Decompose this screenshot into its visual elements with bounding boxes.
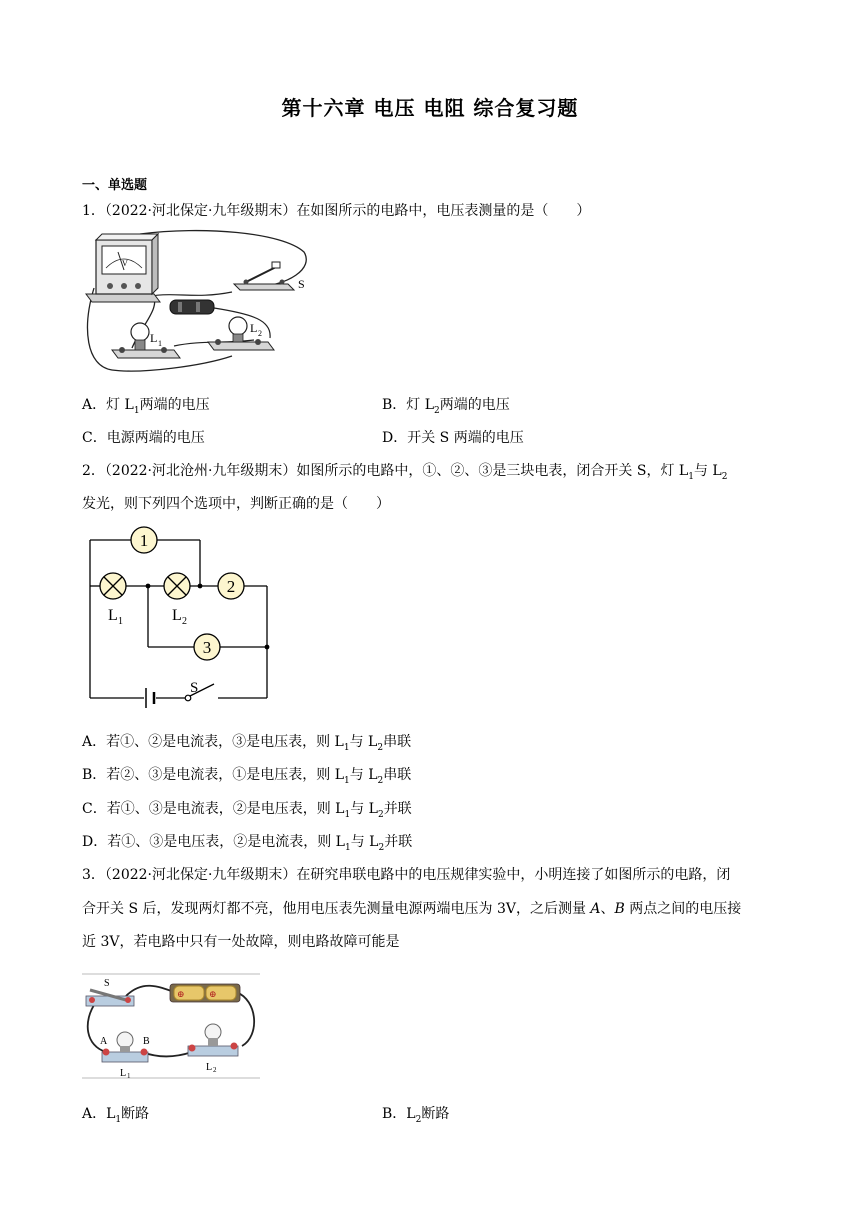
option-text: A．L [82,1106,116,1122]
option-text: C．电源两端的电压 [82,430,205,446]
switch-label: S [104,978,110,989]
option-subscript: 2 [377,775,384,786]
question-3-stem-line1: 3．（2022·河北保定·九年级期末）在研究串联电路中的电压规律实验中，小明连接了如图所示的电路，闭 [82,867,731,883]
question-1-stem: 1．（2022·河北保定·九年级期末）在如图所示的电路中，电压表测量的是（ ） [82,203,591,219]
knife-switch [86,978,134,1006]
switch-label: S [190,680,199,696]
option-text: 与 L [349,767,378,783]
lamp1-label: L [120,1068,127,1079]
option-subscript: 1 [133,405,140,416]
stem-text: 、 [600,901,615,917]
battery-holder [170,984,240,1002]
meter-2 [218,573,244,599]
q2-option-c[interactable] [82,800,412,824]
option-subscript: 1 [344,775,350,786]
stem-subscript: 1 [688,471,694,482]
lamp2-label: L [250,321,258,335]
stem-text: 两点之间的电压接 [624,901,742,917]
option-text: A．若①、②是电流表，③是电压表，则 L [82,734,344,750]
lamp2-label: L [172,607,182,624]
option-text: 并联 [384,834,413,850]
voltmeter [86,234,160,302]
option-subscript: 2 [377,809,384,820]
q2-option-d[interactable] [82,833,412,857]
lamp-l2 [188,1024,238,1074]
lamp2-subscript: 2 [182,616,187,627]
option-subscript: 2 [377,742,384,753]
section-heading: 一、单选题 [82,178,148,193]
switch-label: S [298,277,305,291]
q3-option-a[interactable] [82,1105,149,1129]
option-subscript: 1 [344,842,351,853]
lamp-l1 [100,573,126,627]
stem-text: 合开关 S 后，发现两灯都不亮，他用电压表先测量电源两端电压为 3V，之后测量 [82,901,591,917]
option-text: B．L [382,1106,416,1122]
battery-pack [170,300,214,314]
voltmeter-mark: V [122,259,128,268]
option-text: D．开关 S 两端的电压 [382,430,524,446]
option-text: 与 L [349,734,378,750]
q1-option-d[interactable] [382,429,524,447]
q1-option-b[interactable] [382,396,510,420]
stem-subscript: 2 [721,471,728,482]
option-text: 并联 [383,801,412,817]
question-2-figure [82,526,282,720]
q3-option-b[interactable] [382,1105,449,1129]
option-subscript: 1 [115,1114,122,1125]
q1-option-a[interactable] [82,396,210,420]
question-3-stem-line2 [82,900,741,918]
question-3-stem-line3: 近 3V，若电路中只有一处故障，则电路故障可能是 [82,934,400,950]
option-text: 两端的电压 [439,397,510,413]
battery-2-plus: ⊕ [209,989,217,999]
question-3-figure [82,966,260,1086]
option-text: 与 L [350,801,378,817]
option-text: 与 L [350,834,379,850]
lamp-l2 [164,573,190,627]
option-subscript: 1 [344,809,351,820]
option-text: 两端的电压 [139,397,210,413]
option-subscript: 1 [343,742,350,753]
option-text: A．灯 L [82,397,134,413]
lamp2-subscript: 2 [213,1066,217,1074]
lamp1-subscript: 1 [158,339,162,348]
point-b-marker: B [143,1036,150,1047]
lamp1-subscript: 1 [118,616,123,627]
lamp-l1 [100,1032,150,1080]
question-2-stem-line2: 发光，则下列四个选项中，判断正确的是（ ） [82,496,390,512]
stem-text: 与 L [693,463,722,479]
option-text: 断路 [421,1106,450,1122]
battery-1-plus: ⊕ [177,989,185,999]
option-text: 串联 [383,734,412,750]
meter-2-label: 2 [226,577,236,596]
q1-option-c[interactable] [82,429,205,447]
lamp1-label: L [108,607,118,624]
option-text: 串联 [383,767,412,783]
page-title: 第十六章 电压 电阻 综合复习题 [281,96,579,120]
q2-option-b[interactable] [82,766,411,790]
meter-1-label: 1 [139,531,149,550]
meter-3 [194,634,220,660]
stem-text: 2．（2022·河北沧州·九年级期末）如图所示的电路中，①、②、③是三块电表，闭合开关 S，灯 L [82,463,689,479]
question-2-stem-line1 [82,462,727,486]
option-text: B．若②、③是电流表，①是电压表，则 L [82,767,345,783]
point-b-label: B [614,901,625,917]
option-text: D．若①、③是电压表，②是电流表，则 L [82,834,345,850]
meter-1 [131,527,157,553]
question-1-figure [82,228,314,380]
lamp-l2 [208,317,274,350]
lamp2-label: L [206,1062,213,1073]
lamp1-label: L [150,331,158,345]
option-subscript: 2 [415,1114,422,1125]
lamp2-subscript: 2 [258,329,262,338]
option-text: C．若①、③是电流表，②是电压表，则 L [82,801,345,817]
point-a-label: A [590,901,601,917]
point-a-marker: A [100,1036,108,1047]
q2-option-a[interactable] [82,733,411,757]
option-subscript: 2 [378,842,385,853]
option-text: B．灯 L [382,397,435,413]
option-subscript: 2 [434,405,440,416]
option-text: 断路 [121,1106,150,1122]
meter-3-label: 3 [202,638,212,657]
lamp1-subscript: 1 [127,1072,131,1080]
lamp-l1 [112,323,180,358]
